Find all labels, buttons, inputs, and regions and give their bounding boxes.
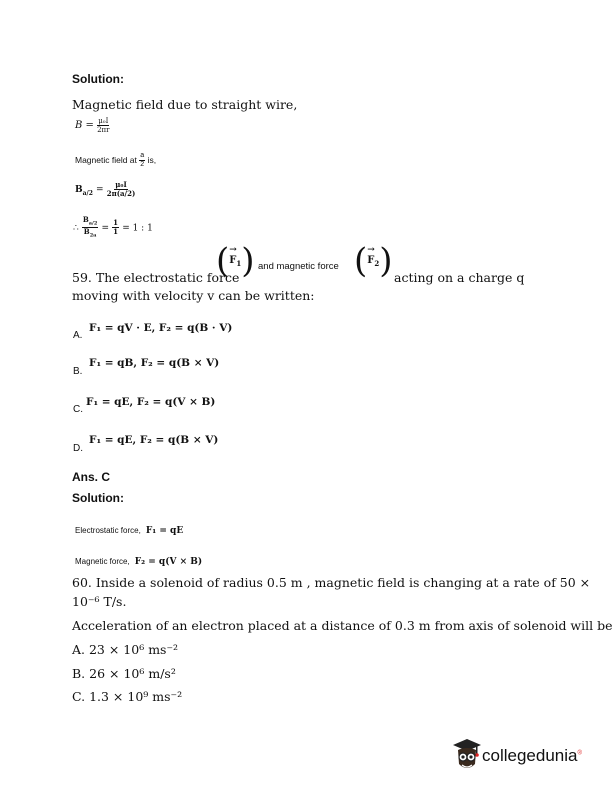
- q60-line1: 60. Inside a solenoid of radius 0.5 m , magnetic field is changing at a rate of 50 ×: [72, 575, 591, 590]
- magnetic-field-at-line: [75, 152, 156, 169]
- q59-option-a-letter: A.: [73, 330, 83, 341]
- ba2-fraction: [107, 181, 136, 198]
- ba2-sub: a/2: [82, 189, 93, 197]
- graduate-owl-icon: [452, 738, 482, 774]
- paren-close: ): [241, 241, 255, 281]
- ratio-half-den: 1: [113, 227, 119, 237]
- ratio-den-sub: 2a: [89, 232, 97, 239]
- mf-fraction: [139, 152, 145, 169]
- q59-f2-box: [354, 241, 393, 281]
- ba2-denominator: 2π(a/2): [106, 189, 136, 198]
- q60-line3: Acceleration of an electron placed at a distance of 0.3 m from axis of solenoid will be: [72, 618, 612, 633]
- ratio-num-b: B: [82, 215, 89, 224]
- ratio-num-sub: a/2: [88, 220, 98, 227]
- ratio-den-b: B: [83, 227, 90, 237]
- q59-option-d-letter: D.: [73, 443, 83, 454]
- ratio-denominator: [84, 228, 97, 239]
- q60-line2: 10⁻⁶ T/s.: [72, 594, 127, 609]
- ratio-half-num: 1: [113, 218, 119, 228]
- ba2-numerator: μ₀I: [115, 180, 127, 189]
- logo-wordmark: collegedunia: [482, 746, 578, 765]
- logo-text: [482, 746, 582, 766]
- q59-option-c-letter: C.: [73, 404, 83, 415]
- ba2-lhs: B: [75, 185, 83, 195]
- q59-option-a-eq[interactable]: F₁ = qV · E, F₂ = q(B · V): [89, 322, 233, 334]
- ratio-eq1: =: [101, 223, 110, 234]
- electrostatic-eq: F₁ = qE: [145, 526, 184, 536]
- formula-b-lhs: B =: [75, 120, 94, 131]
- q60-option-b[interactable]: B. 26 × 10⁶ m/s²: [72, 666, 176, 681]
- electrostatic-label: Electrostatic force,: [75, 526, 141, 535]
- logo-registered-mark: ®: [577, 750, 582, 757]
- ratio-half: [112, 219, 119, 236]
- sol-electrostatic-line: [75, 518, 183, 537]
- q60-option-c[interactable]: C. 1.3 × 10⁹ ms⁻²: [72, 689, 183, 704]
- collegedunia-logo[interactable]: [452, 738, 582, 774]
- solution-text-line: Magnetic field due to straight wire,: [72, 97, 298, 112]
- paren-close-2: ): [379, 241, 393, 281]
- magnetic-label: Magnetic force,: [75, 557, 130, 566]
- q59-middle: and magnetic force: [258, 261, 339, 272]
- q59-line2: moving with velocity v can be written:: [72, 288, 315, 303]
- sol-magnetic-line: [75, 549, 202, 568]
- q59-suffix: acting on a charge q: [394, 270, 525, 285]
- q59-f1-box: [216, 241, 255, 281]
- f2-vector: → F: [367, 255, 374, 266]
- q59-prefix: 59. The electrostatic force: [72, 270, 240, 285]
- paren-open: (: [216, 241, 230, 281]
- q59-option-d-eq[interactable]: F₁ = qE, F₂ = q(B × V): [89, 434, 219, 446]
- formula-ba2: [75, 181, 135, 198]
- formula-b-fraction: [97, 117, 109, 134]
- f2-sub: 2: [374, 258, 380, 268]
- formula-b-numerator: μ₀I: [98, 117, 109, 125]
- mf-denominator: 2: [140, 161, 145, 168]
- mf-numerator: a: [140, 152, 145, 159]
- formula-ratio: [73, 216, 153, 240]
- therefore-symbol: ∴: [73, 223, 79, 234]
- ratio-fraction: [82, 216, 98, 240]
- formula-b: [75, 117, 110, 134]
- q59-option-b-eq[interactable]: F₁ = qB, F₂ = q(B × V): [89, 357, 220, 369]
- f1-sub: 1: [236, 258, 242, 268]
- formula-b-denominator: 2πr: [97, 126, 110, 134]
- q59-option-b-letter: B.: [73, 366, 83, 377]
- solution-heading-1: Solution:: [72, 72, 124, 86]
- mf-text-2: is,: [147, 154, 157, 165]
- magnetic-eq: F₂ = q(V × B): [134, 557, 203, 567]
- mf-text-1: Magnetic field at: [75, 154, 137, 165]
- paren-open-2: (: [354, 241, 368, 281]
- ba2-eq: =: [96, 185, 104, 195]
- solution-heading-2: Solution:: [72, 491, 124, 505]
- f1-vector: → F: [229, 255, 236, 266]
- q59-option-c-eq[interactable]: F₁ = qE, F₂ = q(V × B): [86, 396, 216, 408]
- ratio-result: = 1 : 1: [122, 223, 153, 234]
- q60-option-a[interactable]: A. 23 × 10⁶ ms⁻²: [72, 642, 179, 657]
- q59-answer: Ans. C: [72, 470, 111, 484]
